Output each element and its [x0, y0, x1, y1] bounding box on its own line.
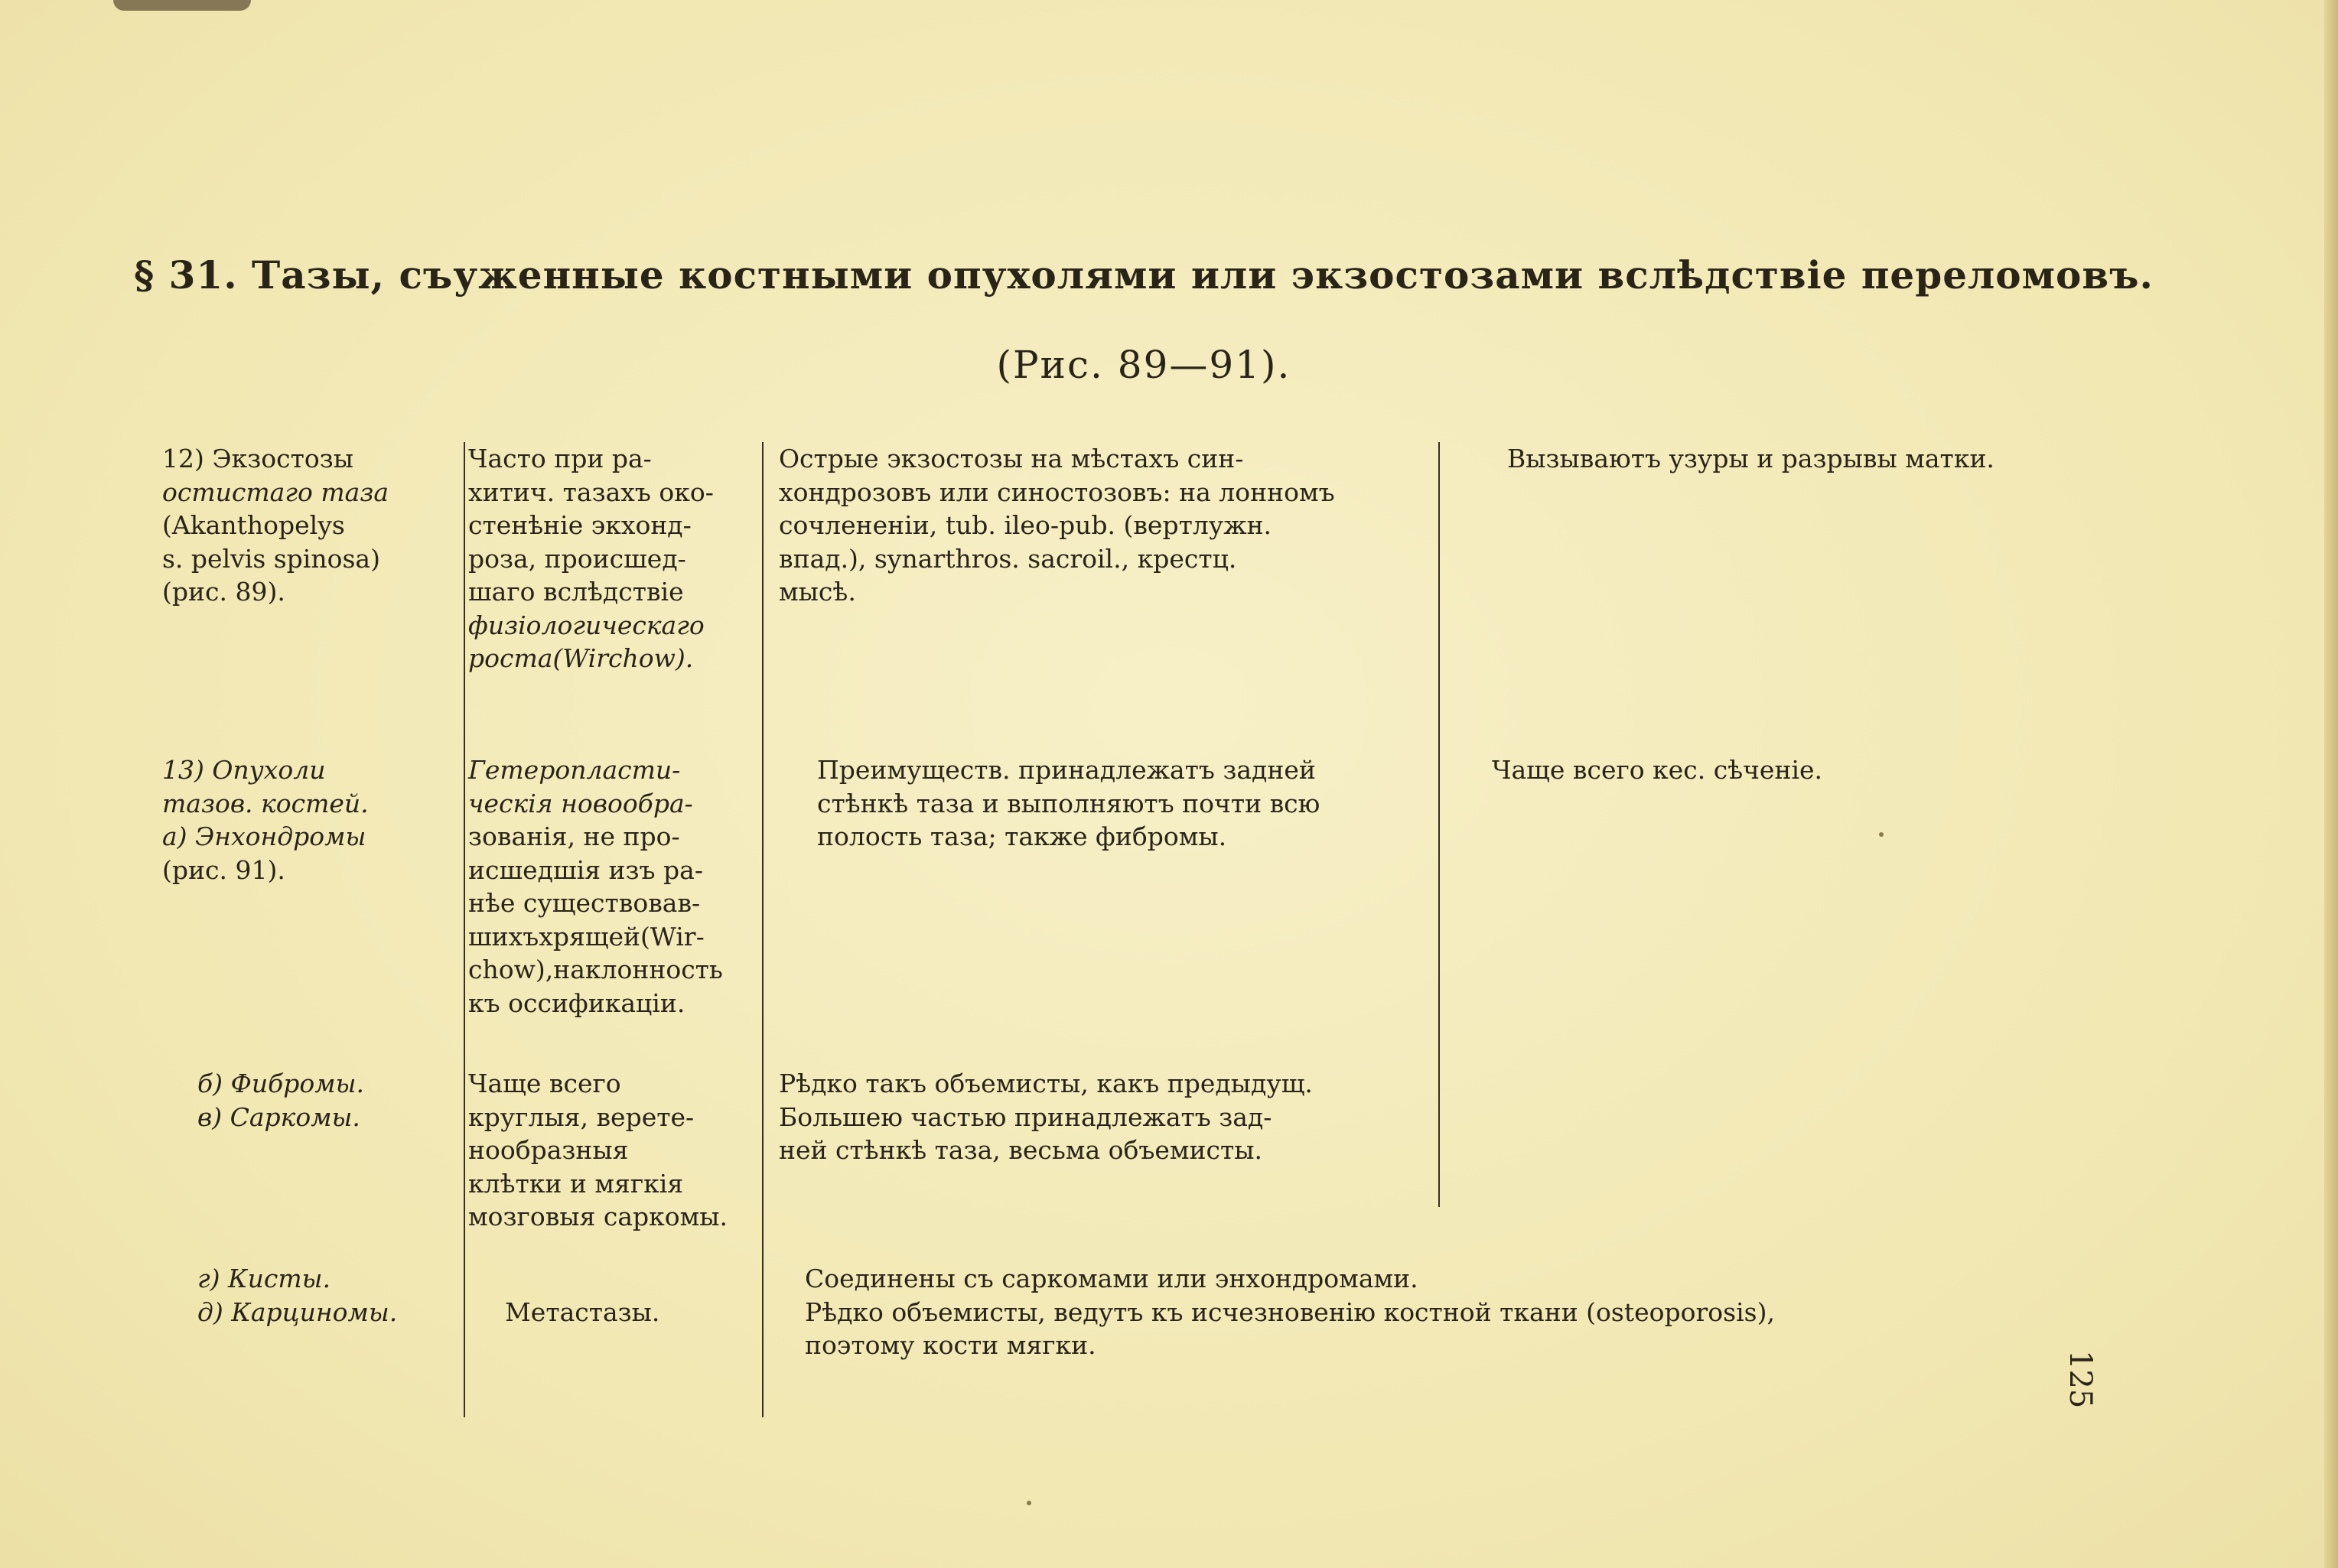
row13-seat-cell	[817, 753, 1320, 854]
row13-name-line: (рис. 91).	[162, 854, 285, 885]
paper-speck	[1879, 832, 1884, 837]
row13-effect-cell	[1492, 753, 1822, 787]
row12-origin-line: Часто при ра-	[468, 444, 652, 473]
row13-origin-line: шихъхрящей(Wir-	[468, 921, 705, 952]
rowg-seat-line: поэтому кости мягки.	[805, 1330, 1096, 1360]
rowg-origin-cell	[505, 1262, 659, 1329]
row13-origin-cell	[468, 753, 723, 1020]
ink-mark	[113, 0, 251, 11]
row12-name-line: 12) Экзостозы	[162, 444, 353, 473]
row12-seat-cell	[779, 442, 1335, 609]
rowg-name-line: д) Карциномы.	[197, 1296, 398, 1327]
column-divider-1	[464, 442, 465, 1417]
row12-name-line: s. pelvis spinosa)	[162, 543, 380, 574]
rowb-name-line: в) Саркомы.	[197, 1101, 360, 1132]
row13-origin-line: нѣе существовав-	[468, 888, 701, 918]
row13-origin-line: chow),наклонность	[468, 955, 723, 984]
rowg-name-cell	[197, 1262, 397, 1329]
row13-seat-line: стѣнкѣ таза и выполняютъ почти всю	[817, 788, 1320, 818]
rowb-name-line: б) Фибромы.	[197, 1069, 365, 1098]
row13-origin-line: Гетеропласти-	[468, 755, 681, 785]
column-divider-2	[762, 442, 764, 1417]
row12-origin-line: физіологическаго	[468, 610, 705, 640]
rowb-origin-line: мозговыя саркомы.	[468, 1202, 728, 1231]
rowg-name-line: г) Кисты.	[197, 1264, 331, 1293]
rowb-origin-line: клѣтки и мягкія	[468, 1168, 684, 1199]
page-edge	[2324, 0, 2338, 1568]
row12-name-line: (Akanthopelys	[162, 510, 345, 540]
row13-origin-line: исшедшія изъ ра-	[468, 854, 703, 885]
section-heading: § 31. Тазы, съуженные костными опухолями или экзостозами вслѣдствіе переломовъ.	[134, 252, 2154, 298]
row13-origin-line: зованія, не про-	[468, 821, 680, 851]
row12-effect-cell	[1507, 442, 1994, 476]
row12-origin-line: хитич. тазахъ око-	[468, 477, 714, 507]
row12-seat-line: хондрозовъ или синостозовъ: на лонномъ	[779, 477, 1335, 507]
rowg-seat-line: Соединены съ саркомами или энхондромами.	[805, 1264, 1418, 1293]
row13-origin-line: къ оссификаціи.	[468, 987, 685, 1018]
page-number: 125	[2063, 1350, 2098, 1409]
row12-name-cell	[162, 442, 389, 609]
rowg-seat-cell	[805, 1262, 1775, 1362]
row13-effect-line: Чаще всего кес. сѣченіе.	[1492, 755, 1823, 785]
rowb-seat-cell	[779, 1067, 1313, 1167]
row12-origin-line: шаго вслѣдствіе	[468, 577, 684, 607]
row12-origin-line: роза, происшед-	[468, 543, 686, 574]
row12-name-line: остистаго таза	[162, 477, 389, 507]
row12-seat-line: впад.), synarthros. sacroil., крестц.	[779, 543, 1237, 574]
row12-origin-cell	[468, 442, 714, 675]
row12-effect-line: Вызываютъ узуры и разрывы матки.	[1507, 444, 1994, 473]
row13-origin-line: ческія новообра-	[468, 788, 693, 818]
row12-name-line: (рис. 89).	[162, 577, 285, 607]
figure-reference: (Рис. 89—91).	[996, 343, 1291, 387]
row12-seat-line: мысѣ.	[779, 577, 856, 607]
row12-seat-line: Острые экзостозы на мѣстахъ син-	[779, 444, 1244, 473]
rowb-seat-line: ней стѣнкѣ таза, весьма объемисты.	[779, 1135, 1263, 1165]
rowg-origin-line: Метастазы.	[505, 1296, 660, 1327]
column-divider-3	[1438, 442, 1440, 1207]
rowb-origin-line: круглыя, верете-	[468, 1101, 695, 1132]
rowg-seat-line: Рѣдко объемисты, ведутъ къ исчезновенію костной ткани (osteoporosis),	[805, 1296, 1775, 1327]
rowb-origin-line: нообразныя	[468, 1135, 629, 1165]
paper-speck	[1027, 1501, 1031, 1505]
row13-name-cell	[162, 753, 369, 886]
row12-origin-line: стенѣніе экхонд-	[468, 510, 692, 540]
rowb-name-cell	[197, 1067, 364, 1134]
row13-seat-line: Преимуществ. принадлежатъ задней	[817, 755, 1316, 785]
row13-name-line: тазов. костей.	[162, 788, 369, 818]
row13-seat-line: полость таза; также фибромы.	[817, 821, 1227, 851]
rowb-origin-cell	[468, 1067, 728, 1234]
row13-name-line: а) Энхондромы	[162, 821, 366, 851]
rowb-seat-line: Большею частью принадлежатъ зад-	[779, 1101, 1272, 1132]
row13-name-line: 13) Опухоли	[162, 755, 326, 785]
rowb-origin-line: Чаще всего	[468, 1069, 621, 1098]
rowb-seat-line: Рѣдко такъ объемисты, какъ предыдущ.	[779, 1069, 1313, 1098]
row12-seat-line: сочлененіи, tub. ileo-pub. (вертлужн.	[779, 510, 1272, 540]
row12-origin-line: роста(Wirchow).	[468, 643, 694, 673]
